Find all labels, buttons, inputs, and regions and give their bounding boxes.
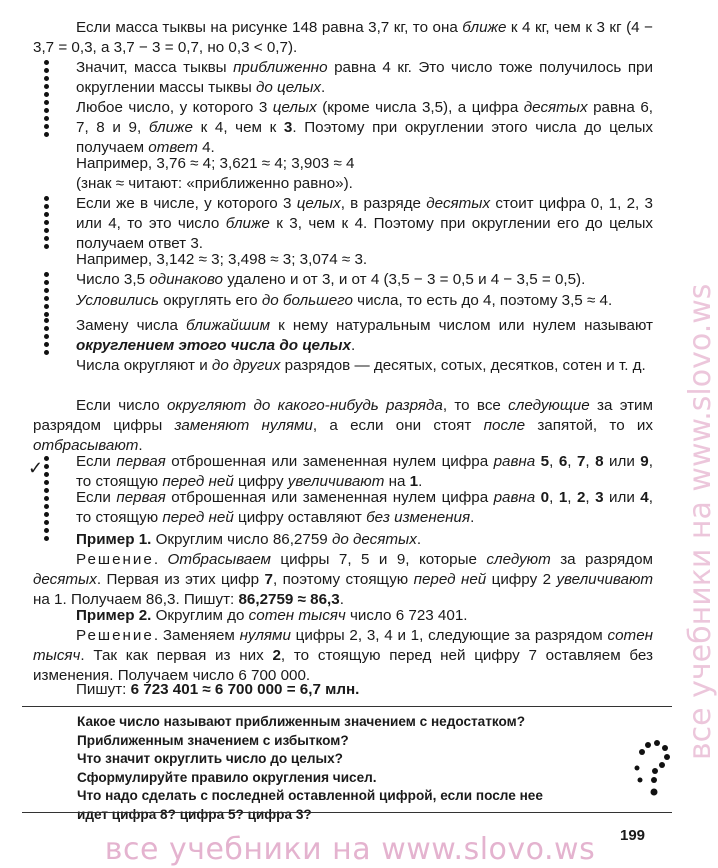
example-2-solution: Решение. Заменяем нулями цифры 2, 3, 4 и 1, следующие за разрядом сотен тысяч. Так как первая из них 2, то стоящую перед ней цифру 7 оставляем без изменения. Получаем число 6 700 000.: [33, 627, 653, 684]
review-questions: [77, 713, 637, 824]
approx-sign-note: (знак ≈ читают: «приближенно равно»).: [76, 175, 353, 192]
margin-dots: [44, 318, 50, 358]
example-round-up: Например, 3,76 ≈ 4; 3,621 ≈ 4; 3,903 ≈ 4: [76, 155, 355, 172]
margin-dots: [44, 60, 50, 140]
rule-keep: Если первая отброшенная или замененная нулем цифра равна 0, 1, 2, 3 или 4, то стоящую перед ней цифру оставляют без изменения.: [76, 489, 653, 526]
question-item: Приближенным значением с избытком?: [77, 732, 349, 748]
question-item: Сформулируйте правило округления чисел.: [77, 769, 377, 785]
margin-dots: [44, 196, 50, 252]
example-1-heading: Пример 1. Округлим число 86,2759 до десятых.: [76, 531, 422, 548]
paragraph-round-up-rule: Любое число, у которого 3 целых (кроме числа 3,5), а цифра десятых равна 6, 7, 8 и 9, ближе к 4, чем к 3. Поэтому при округлении этого числа до целых получаем ответ 4.: [76, 99, 654, 156]
question-item: Что надо сделать с последней оставленной цифрой, если после нее: [77, 788, 543, 803]
paragraph-round-down-rule: Если же в числе, у которого 3 целых, в разряде десятых стоит цифра 0, 1, 2, 3 или 4, то это число ближе к 3, чем к 4. Поэтому при округлении его до целых получаем ответ 3.: [76, 195, 653, 252]
margin-dots: [44, 272, 50, 320]
paragraph-other-places: Числа округляют и до других разрядов — десятых, сотых, десятков, сотен и т. д.: [76, 357, 646, 374]
check-mark-icon: ✓: [28, 458, 44, 478]
bottom-divider: [22, 812, 672, 813]
section-divider: [22, 706, 672, 707]
rule-increase: Если первая отброшенная или замененная нулем цифра равна 5, 6, 7, 8 или 9, то стоящую перед ней цифру увеличивают на 1.: [76, 453, 653, 490]
example-2-heading: Пример 2. Округлим до сотен тысяч число 6 723 401.: [76, 607, 468, 624]
paragraph-general-rule: Если число округляют до какого-нибудь разряда, то все следующие за этим разрядом цифры заменяют нулями, а если они стоят после запятой, то их отбрасывают.: [33, 397, 653, 454]
example-1-solution: Решение. Отбрасываем цифры 7, 5 и 9, которые следуют за разрядом десятых. Первая из этих цифр 7, поэтому стоящую перед ней цифру 2 увеличивают на 1. Получаем 86,3. Пишут: 86,2759 ≈ 86,3.: [33, 551, 654, 608]
example-round-down: Например, 3,142 ≈ 3; 3,498 ≈ 3; 3,074 ≈ 3.: [76, 251, 368, 268]
watermark-bottom: все учебники на www.slovo.ws: [104, 832, 596, 867]
paragraph-convention: Условились округлять его до большего числа, то есть до 4, поэтому 3,5 ≈ 4.: [76, 292, 613, 309]
question-item: Какое число называют приближенным значением с недостатком?: [77, 714, 526, 729]
paragraph-three-point-five: Число 3,5 одинаково удалено и от 3, и от 4 (3,5 − 3 = 0,5 и 4 − 3,5 = 0,5).: [76, 271, 586, 288]
page-number: 199: [620, 827, 646, 844]
question-item: идет цифра 8? цифра 5? цифра 3?: [77, 806, 312, 822]
paragraph-definition: Замену числа ближайшим к нему натуральным числом или нулем называют округлением этого числа до целых.: [76, 317, 653, 354]
paragraph-approx-4kg: Значит, масса тыквы приближенно равна 4 кг. Это число тоже получилось при округлении массы тыквы до целых.: [76, 59, 653, 96]
question-mark-icon: [634, 738, 674, 798]
example-2-result: Пишут: 6 723 401 ≈ 6 700 000 = 6,7 млн.: [76, 681, 360, 698]
watermark-side: все учебники на www.slovo.ws: [683, 283, 718, 760]
question-item: Что значит округлить число до целых?: [77, 751, 343, 766]
paragraph-pumpkin-intro: Если масса тыквы на рисунке 148 равна 3,7 кг, то она ближе к 4 кг, чем к 3 кг (4 − 3,7 = 0,3, а 3,7 − 3 = 0,7, но 0,3 < 0,7).: [33, 19, 653, 56]
